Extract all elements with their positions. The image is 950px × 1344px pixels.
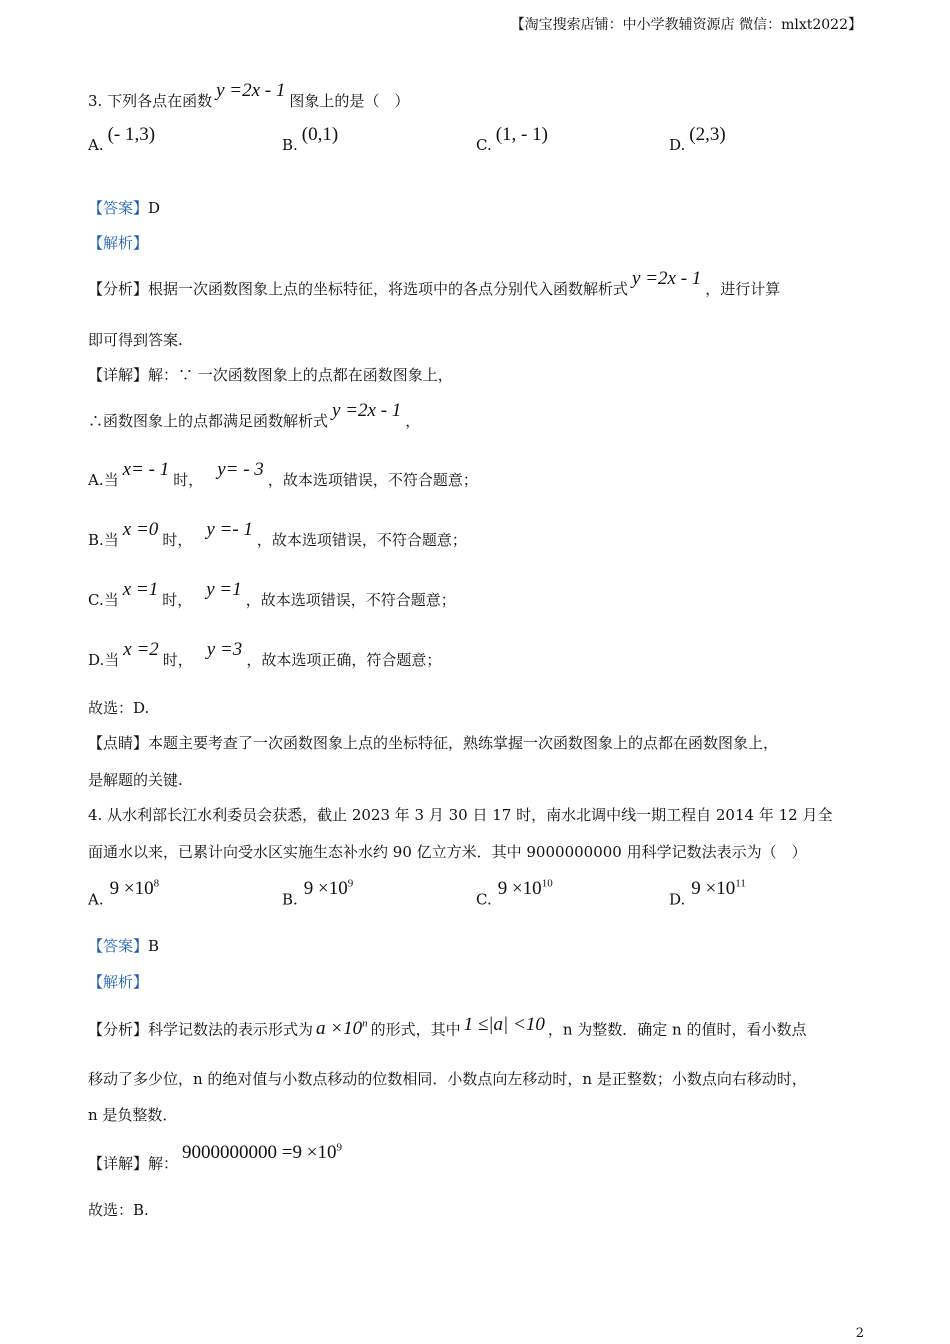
- option-value: [304, 878, 353, 899]
- case-x: x =0: [122, 519, 159, 540]
- fenxi-text-end: ，进行计算: [705, 280, 781, 298]
- fenxi-text: 的形式，其中: [370, 1020, 461, 1039]
- fenxi-tag: 【分析】: [88, 1020, 149, 1039]
- q4-option-c: [476, 878, 553, 910]
- case-pre: D.当: [88, 651, 120, 669]
- q3-stem-text: 3. 下列各点在函数: [88, 92, 213, 110]
- q4-detail: [88, 1142, 342, 1174]
- form-expression: [316, 1018, 368, 1039]
- page-header: 【淘宝搜索店铺：中小学教辅资源店 微信：mlxt2022】: [510, 17, 862, 33]
- detail-eq-base: 9000000000 =9 ×10: [182, 1142, 337, 1164]
- detail-tag: 【详解】: [88, 366, 149, 384]
- q3-fenxi-line2: 即可得到答案.: [88, 331, 183, 349]
- option-base: 9 ×10: [691, 878, 736, 900]
- option-exponent: 8: [153, 878, 160, 890]
- q4-fenxi-line3: n 是负整数．: [88, 1106, 178, 1124]
- option-label: C.: [476, 136, 492, 154]
- q3-detail-line1: [88, 364, 453, 385]
- case-x: x= - 1: [122, 459, 170, 480]
- fenxi-tag: 【分析】: [88, 280, 149, 298]
- case-y: y =3: [206, 639, 243, 660]
- option-value: (2,3): [689, 124, 726, 145]
- q3-stem-end: 图象上的是（ ）: [289, 92, 410, 110]
- q3-choose: 故选：D.: [88, 699, 150, 717]
- q4-fenxi-line1: [88, 1014, 807, 1040]
- q4-fenxi-line2: 移动了多少位，n 的绝对值与小数点移动的位数相同．小数点向左移动时，n 是正整数；小数点向右移动时，: [88, 1070, 807, 1088]
- q3-dianjing-line1: [88, 732, 778, 753]
- option-label: A.: [88, 890, 104, 909]
- fenxi-text: ，n 为整数．确定 n 的值时，看小数点: [547, 1020, 807, 1039]
- fenxi-text: 科学记数法的表示形式为: [148, 1020, 314, 1039]
- case-x: x =1: [122, 579, 159, 600]
- case-y: y =1: [206, 579, 242, 600]
- q3-option-a: [88, 124, 156, 156]
- answer-value: D: [148, 199, 161, 217]
- case-mid: 时，: [173, 471, 204, 489]
- option-label: D.: [669, 136, 686, 154]
- form-exponent: n: [362, 1018, 368, 1030]
- option-base: 9 ×10: [303, 878, 348, 900]
- case-y: y= - 3: [217, 459, 264, 480]
- q3-option-b: [282, 124, 339, 156]
- option-exponent: 11: [735, 878, 746, 890]
- q4-option-d: [669, 878, 746, 910]
- case-post: ，故本选项正确，符合题意；: [246, 651, 442, 669]
- option-base: 9 ×10: [109, 878, 154, 900]
- q4-stem-line1: 4. 从水利部长江水利委员会获悉，截止 2023 年 3 月 30 日 17 时，南水北调中线一期工程自 2014 年 12 月全: [88, 806, 833, 824]
- answer-tag: 【答案】: [88, 199, 149, 217]
- option-label: A.: [88, 136, 104, 154]
- case-pre: B.当: [88, 531, 119, 549]
- case-post: ，故本选项错误，不符合题意；: [267, 471, 478, 489]
- fenxi-text: 根据一次函数图象上点的坐标特征，将选项中的各点分别代入函数解析式: [148, 280, 629, 298]
- option-value: (- 1,3): [107, 124, 156, 145]
- detail-equation: [182, 1142, 342, 1163]
- option-label: B.: [282, 890, 298, 909]
- option-label: D.: [669, 890, 686, 909]
- q3-dianjing-line2: 是解题的关键.: [88, 771, 183, 789]
- dianjing-tag: 【点睛】: [88, 734, 149, 752]
- q3-option-d: [669, 124, 726, 156]
- comma: ，: [405, 412, 421, 430]
- page-number: 2: [855, 1326, 864, 1341]
- detail-text: 函数图象上的点都满足函数解析式: [103, 412, 329, 430]
- option-exponent: 10: [541, 878, 553, 890]
- q3-case-a: [88, 459, 478, 491]
- case-pre: A.当: [88, 471, 119, 489]
- q3-case-b: [88, 519, 467, 551]
- q3-stem: [88, 80, 410, 112]
- q4-stem-line2: 面通水以来，已累计向受水区实施生态补水约 90 亿立方米．其中 9000000000 用科学记数法表示为（ ）: [88, 843, 807, 861]
- q4-analysis-tag: 【解析】: [88, 973, 149, 991]
- therefore-symbol: ∴: [88, 412, 104, 430]
- form-base: a ×10: [316, 1018, 363, 1040]
- option-value: (0,1): [301, 124, 339, 145]
- q3-function: y =2x - 1: [216, 80, 286, 101]
- q4-answer: [88, 935, 159, 956]
- option-value: (1, - 1): [495, 124, 548, 145]
- detail-text: 解：: [148, 1154, 179, 1173]
- q3-detail-line2: [88, 400, 421, 432]
- answer-tag: 【答案】: [88, 937, 149, 955]
- option-base: 9 ×10: [497, 878, 542, 900]
- detail-tag: 【详解】: [88, 1154, 149, 1173]
- detail-text: 解：∵ 一次函数图象上的点都在函数图象上，: [148, 366, 453, 384]
- case-mid: 时，: [162, 651, 193, 669]
- q4-option-a: [88, 878, 160, 910]
- q3-option-c: [476, 124, 548, 156]
- detail-function: y =2x - 1: [332, 400, 402, 421]
- option-value: [691, 878, 746, 899]
- answer-value: B: [148, 937, 160, 955]
- q3-case-d: [88, 639, 442, 671]
- case-y: y =- 1: [206, 519, 253, 540]
- option-exponent: 9: [347, 878, 354, 890]
- q4-option-b: [282, 878, 354, 910]
- detail-eq-exponent: 9: [336, 1142, 342, 1154]
- option-label: B.: [282, 136, 298, 154]
- q3-fenxi-line1: [88, 268, 781, 300]
- option-value: [498, 878, 553, 899]
- fenxi-function: y =2x - 1: [632, 268, 702, 289]
- case-x: x =2: [123, 639, 159, 660]
- option-label: C.: [476, 890, 492, 909]
- option-value: [110, 878, 159, 899]
- case-mid: 时，: [162, 531, 193, 549]
- range-expression: 1 ≤|a| <10: [463, 1014, 545, 1036]
- case-post: ，故本选项错误，不符合题意；: [245, 591, 456, 609]
- dianjing-text: 本题主要考查了一次函数图象上点的坐标特征，熟练掌握一次函数图象上的点都在函数图象上，: [148, 734, 779, 752]
- q4-choose: 故选：B.: [88, 1201, 149, 1219]
- case-post: ，故本选项错误，不符合题意；: [256, 531, 467, 549]
- case-pre: C.当: [88, 591, 119, 609]
- q3-case-c: [88, 579, 456, 611]
- q3-analysis-tag: 【解析】: [88, 234, 149, 252]
- case-mid: 时，: [162, 591, 193, 609]
- q3-answer: [88, 197, 160, 218]
